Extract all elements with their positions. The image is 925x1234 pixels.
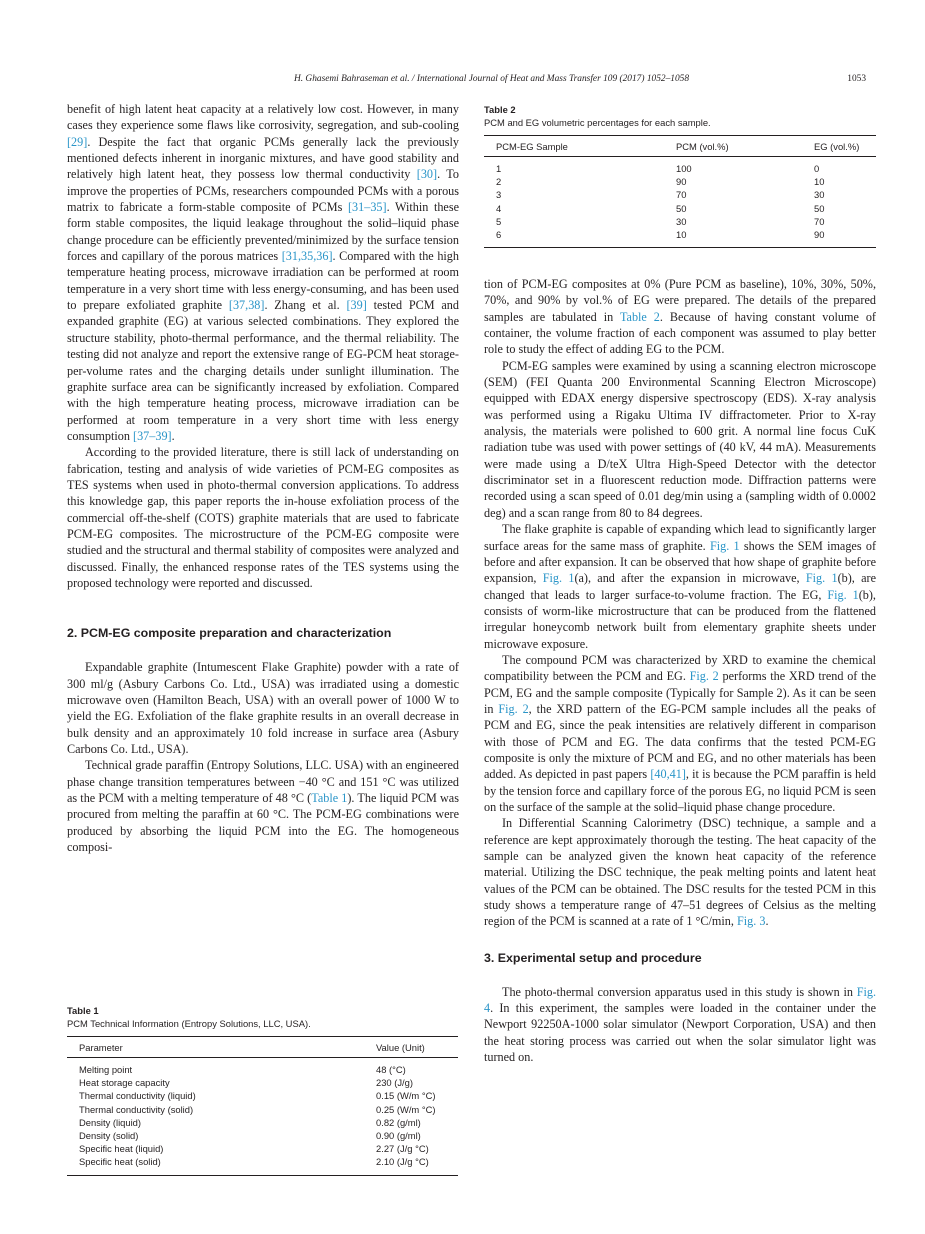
citation-link[interactable]: [29] (67, 134, 88, 149)
right-paragraph-6: The photo-thermal conversion apparatus used in this study is shown in Fig. 4. In this experiment, the samples were loaded in the container under the Newport 92250A-1000 solar simulator (Newport Corporation, USA) and then the heat storing process was carried out when the solar simulator light was turned on. (484, 984, 876, 1065)
method-paragraph-2: Technical grade paraffin (Entropy Solutions, LLC. USA) with an engineered phase change transition temperatures between −40 °C and 151 °C was utilized as the PCM with a melting temperature of 48 °C (Table 1). The liquid PCM was procured from melting the paraffin at 60 °C. The PCM-EG combinations were produced by absorbing the liquid PCM into the EG. The homogeneous composi- (67, 758, 459, 855)
table-row: Specific heat (liquid) 2.27 (J/g °C) (79, 1143, 429, 1155)
figure-link[interactable]: Fig. 2 (689, 669, 719, 684)
citation-link[interactable]: [31–35] (347, 200, 387, 215)
table-2 (484, 104, 876, 248)
figure-link[interactable]: Fig. 1 (827, 587, 859, 602)
citation-link[interactable]: [31,35,36] (281, 249, 333, 264)
table-2-grid (484, 135, 876, 248)
citation-link[interactable]: [30] (416, 167, 438, 182)
table-row: Heat storage capacity 230 (J/g) (79, 1077, 413, 1089)
left-column (67, 101, 459, 855)
figure-link[interactable]: Fig. 3 (736, 914, 766, 929)
table-row: Density (liquid) 0.82 (g/ml) (79, 1116, 421, 1128)
table-row: Specific heat (solid) 2.10 (J/g °C) (67, 1155, 458, 1175)
figure-link[interactable]: Fig. 1 (709, 538, 740, 553)
table-row: Melting point 48 (°C) (79, 1064, 406, 1075)
method-paragraph-1: Expandable graphite (Intumescent Flake Graphite) powder with a rate of 300 ml/g (Asbury Carbons Co. Ltd., USA) was irradiated using a domestic microwave oven (Hamilton Beach, USA) with an overall power of 1000 W to yield the EG. Exfoliation of the flake graphite results in an overall decrease in bulk density and an approximately 10 fold increase in surface area (Asbury Carbons Co. Ltd., USA). (67, 660, 459, 757)
table-row: 3 70 30 (496, 189, 825, 201)
right-paragraph-5: In Differential Scanning Calorimetry (DSC) technique, a sample and a reference are kept approximately thorough the testing. The heat capacity of the sample can be analyzed given the known heat capacity of the reference material. Utilizing the DSC technique, the peak melting points and latent heat values of the PCM can be obtained. The DSC results for the tested PCM in this study shows a temperature range of 47–51 degrees of Celsius as the melting region of the PCM is scanned at a rate of 1 °C/min, Fig. 3. (484, 816, 876, 929)
right-paragraph-2: PCM-EG samples were examined by using a scanning electron microscope (SEM) (FEI Quanta 200 Environmental Scanning Electron Microscope) equipped with EDAX energy dispersive spectroscopy (EDS). X-ray analysis was performed using a Rigaku Ultima IV diffractometer. Prior to X-ray analysis, the materials were polished to 600 grit. A normal line focus CuK radiation tube was used with power settings of (40 kV, 44 mA). Measurements were made using a D/teX Ultra High-Speed Detector with the detector discriminator set in a fluorescent reduction mode. Diffraction patterns were recorded using a scan speed of 0.01 deg/min using a (sampling width of 0.0002 deg) and a scan range from 80 to 84 degrees. (484, 358, 876, 520)
table-1-label: Table 1 (67, 1005, 99, 1016)
table-2-label: Table 2 (484, 104, 516, 115)
table-2-caption: PCM and EG volumetric percentages for each sample. (484, 117, 711, 128)
right-paragraph-3: The flake graphite is capable of expanding which lead to significantly larger surface areas for the same mass of graphite. Fig. 1 shows the SEM images of before and after expansion. It can be observed that how shape of graphite before expansion, Fig. 1(a), and after the expansion in microwave, Fig. 1(b), are changed that leads to larger surface-to-volume fraction. The EG, Fig. 1(b), consists of worm-like microstructure that can be produced from the flattened irregular honeycomb network built from elementary graphite sheets under microwave exposure. (484, 522, 877, 651)
citation-link[interactable]: [39] (346, 298, 367, 313)
table-row: Thermal conductivity (liquid) 0.15 (W/m °C) (79, 1090, 436, 1102)
section-heading-2: 2. PCM-EG composite preparation and characterization (67, 626, 392, 641)
right-paragraph-1: tion of PCM-EG composites at 0% (Pure PCM as baseline), 10%, 30%, 50%, 70%, and 90% by vol.% of EG were prepared. The details of the prepared samples are tabulated in Table 2. Because of having constant volume of container, the volume fraction of each component was assumed to play better role to study the effect of adding EG to the PCM. (484, 277, 876, 357)
section-heading-3: 3. Experimental setup and procedure (484, 950, 702, 965)
running-header (0, 74, 925, 88)
citation-link[interactable]: [37,38] (228, 298, 265, 313)
table-1 (67, 1005, 458, 1176)
table-row: Thermal conductivity (solid) 0.25 (W/m °C) (79, 1103, 436, 1115)
intro-paragraph-1: benefit of high latent heat capacity at a relatively low cost. However, in many cases they experience some flaws like corrosivity, segregation, and sub-cooling [29]. Despite the fact that organic PCMs generally lack the previously mentioned defects inherent in inorganic mixtures, and have good stability and relatively high latent heat, they possess low thermal conductivity [30]. To improve the properties of PCMs, researchers compounded PCMs with a porous matrix to fabricate a form-stable composite of PCMs [31–35]. Within these form stable composites, the liquid leakage throughout the solid–liquid phase change procedure can be efficiently prevented/minimized by the surface tension forces and capillary of the porous matrices [31,35,36]. Compared with the high temperature heating process, microwave irradiation can be performed at room temperature in a very short time with less energy-consuming, and has been used to prepare exfoliated graphite [37,38]. Zhang et al. [39] tested PCM and expanded graphite (EG) at various selected combinations. They explored the structure stability, photo-thermal performance, and the thermal reliability. The testing did not analyze and report the extensive range of EG-PCM heat storage-per-volume rates and the charging details under sunlight illumination. The graphite surface area can be significantly increased by exfoliation. Compared with the high temperature heating process, microwave irradiation can be performed at room temperature in a very short time with less energy consumption [37–39]. (67, 102, 459, 443)
column-header: EG (vol.%) (802, 136, 876, 157)
table-row: 2 90 10 (496, 176, 825, 188)
column-header: Parameter (67, 1037, 364, 1058)
table-row: 4 50 50 (496, 202, 825, 214)
citation-link[interactable]: [37–39] (133, 428, 172, 443)
table-2-link[interactable]: Table 2 (619, 309, 660, 324)
figure-link[interactable]: Fig. 4 (484, 984, 876, 1016)
table-row: Density (solid) 0.90 (g/ml) (79, 1130, 421, 1142)
column-header: PCM-EG Sample (484, 136, 664, 157)
figure-link[interactable]: Fig. 2 (498, 701, 529, 716)
table-row: 5 30 70 (496, 215, 825, 227)
right-column (484, 276, 876, 1065)
figure-link[interactable]: Fig. 1 (542, 571, 575, 586)
figure-link[interactable]: Fig. 1 (805, 571, 838, 586)
table-row: 1 100 0 (496, 163, 820, 174)
citation-link[interactable]: [40,41] (650, 767, 686, 782)
page-number: 1053 (847, 74, 866, 84)
column-header: Value (Unit) (364, 1037, 458, 1058)
table-1-grid (67, 1036, 458, 1176)
table-row: 6 10 90 (484, 228, 876, 248)
intro-paragraph-2: According to the provided literature, there is still lack of understanding on fabrication, testing and analysis of wide varieties of PCM-EG composites as TES systems when used in photo-thermal conversion applications. To address this knowledge gap, this paper reports the in-house exfoliation process of the commercial off-the-shelf (COTS) graphite materials that are used to fabricate PCM-EG composites. The microstructure of the PCM-EG composite were studied and the structural and thermal stability of composites were analyzed and discussed. Finally, the enhanced response rates of the TES systems using the proposed technology were reported and discussed. (67, 445, 459, 590)
journal-citation: H. Ghasemi Bahraseman et al. / International Journal of Heat and Mass Transfer 109 (2017) 1052–1058 (293, 74, 690, 84)
table-1-caption: PCM Technical Information (Entropy Solutions, LLC, USA). (67, 1018, 311, 1029)
right-paragraph-4: The compound PCM was characterized by XRD to examine the chemical compatibility between the PCM and EG. Fig. 2 performs the XRD trend of the PCM, EG and the sample composite (Typically for Sample 2). As it can be seen in Fig. 2, the XRD pattern of the EG-PCM sample includes all the peaks of PCM and EG, since the peak intensities are relatively different in comparison with those of PCM and EG. The data confirms that the tested PCM-EG composite is only the mixture of PCM and EG, and no other materials has been added. As depicted in past papers [40,41], it is because the PCM paraffin is held by the tension force and capillary force of the porous EG, no liquid PCM is seen on the surface of the sample at the solid–liquid phase change procedure. (484, 652, 876, 814)
column-header: PCM (vol.%) (664, 136, 802, 157)
table-1-link[interactable]: Table 1 (311, 791, 348, 806)
